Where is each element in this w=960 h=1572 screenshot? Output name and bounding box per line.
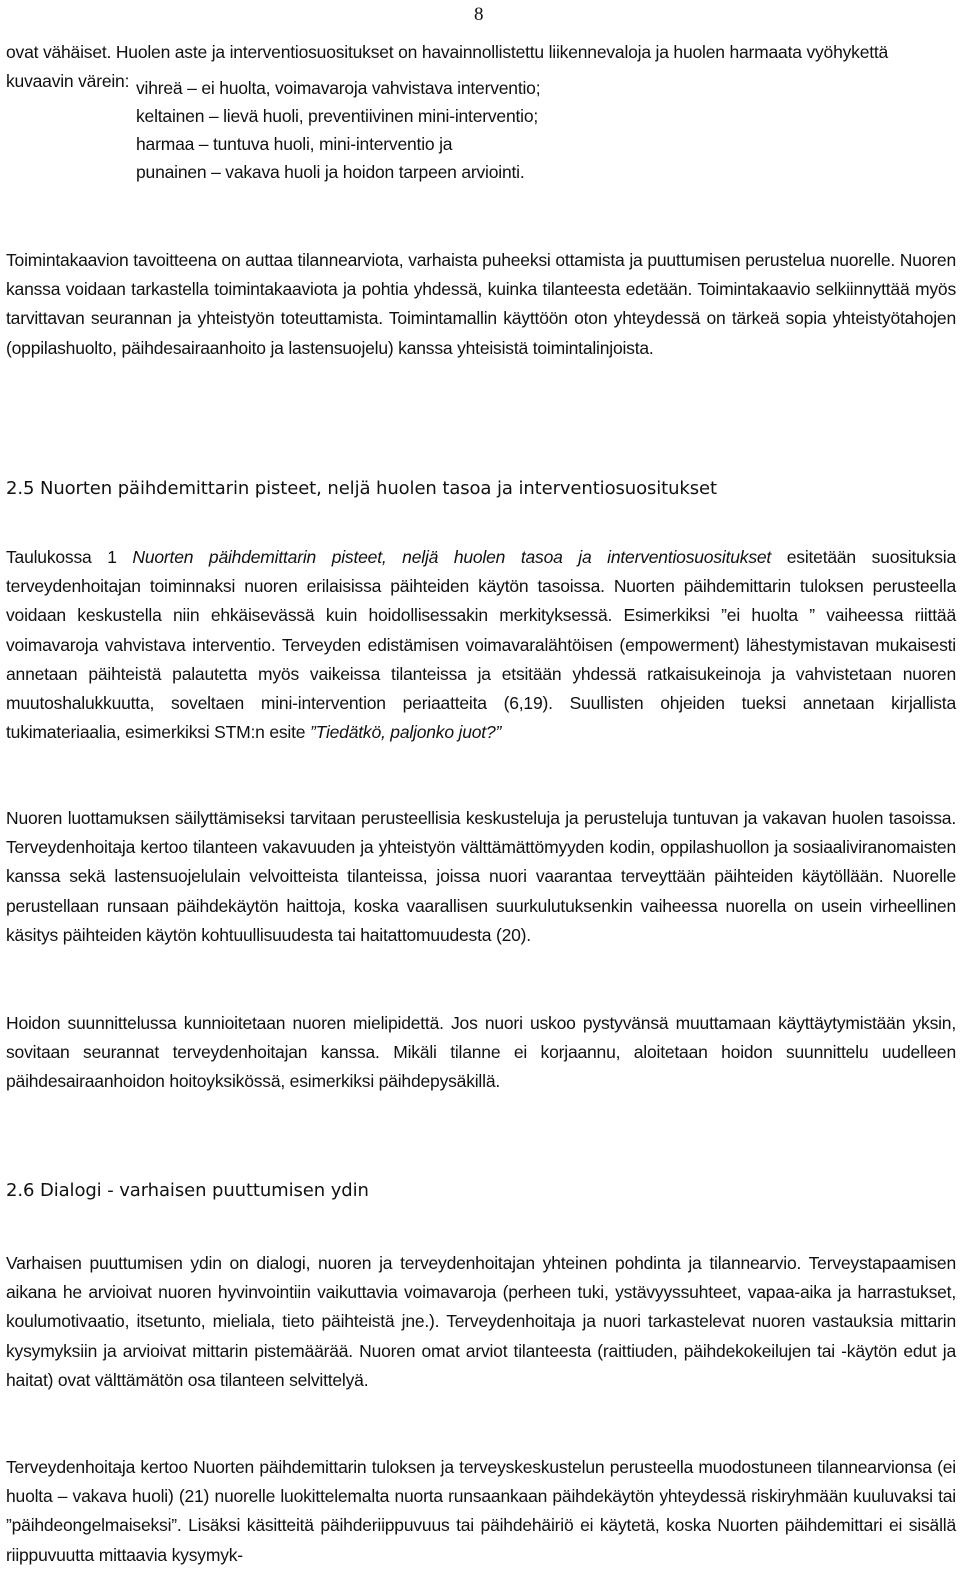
- paragraph-taulukko: [6, 543, 956, 747]
- list-item-grey: harmaa – tuntuva huoli, mini-interventio ja: [136, 134, 453, 154]
- page-number: 8: [474, 4, 484, 25]
- paragraph-dialogi: Varhaisen puuttumisen ydin on dialogi, nuoren ja terveydenhoitajan yhteinen pohdinta ja tilannearvio. Terveystapaamisen aikana he arvioivat nuoren hyvinvointiin vaikuttavia voimavaroja (perheen tuki, ystävyyssuhteet, vapaa-aika ja harrastukset, koulumotivaatio, itsetunto, mieliala, tieto päihteistä jne.). Terveydenhoitaja ja nuori tarkastelevat nuoren vastauksia mittarin kysymyksiin ja arvioivat mittarin pistemäärää. Nuoren omat arviot tilanteesta (raittiuden, päihdekokeilujen tai -käytön edut ja haitat) ovat välttämätön osa tilanteen selvittelyä.: [6, 1253, 956, 1390]
- text-span: Taulukossa 1: [6, 547, 133, 567]
- list-item-green: vihreä – ei huolta, voimavaroja vahvistava interventio;: [136, 78, 541, 98]
- paragraph-hoidon-suunnittelu: Hoidon suunnittelussa kunnioitetaan nuoren mielipidettä. Jos nuori uskoo pystyvänsä muuttamaan käyttäytymistään yksin, sovitaan seurannat terveydenhoitajan kanssa. Mikäli tilanne ei korjaannu, aloitetaan hoidon suunnittelu uudelleen päihdesairaanhoidon hoitoyksikössä, esimerkiksi päihdepysäkillä.: [6, 1013, 956, 1092]
- paragraph-toimintakaavio: Toimintakaavion tavoitteena on auttaa tilannearviota, varhaista puheeksi ottamista ja puuttumisen perustelua nuorelle. Nuoren kanssa voidaan tarkastella toimintakaaviota ja pohtia yhdessä, kuinka tilanteesta edetään. Toimintakaavio selkiinnyttää myös tarvittavan seurannan ja yhteistyön toteuttamista. Toimintamallin käyttöön oton yhteydessä on tärkeä sopia yhteistyötahojen (oppilashuolto, päihdesairaanhoito ja lastensuojelu) kanssa yhteisistä toimintalinjoista.: [6, 250, 956, 358]
- section-heading-2-5: 2.5 Nuorten päihdemittarin pisteet, neljä huolen tasoa ja interventiosuositukset: [6, 478, 717, 499]
- list-item-red: punainen – vakava huoli ja hoidon tarpeen arviointi.: [136, 162, 525, 182]
- brochure-title-italic: ”Tiedätkö, paljonko juot?”: [309, 722, 502, 743]
- section-heading-2-6: 2.6 Dialogi - varhaisen puuttumisen ydin: [6, 1180, 369, 1201]
- table-title-italic: Nuorten päihdemittarin pisteet, neljä huolen tasoa ja interventiosuositukset: [132, 547, 772, 567]
- intro-paragraph: ovat vähäiset. Huolen aste ja interventiosuositukset on havainnollistettu liikennevaloja ja huolen harmaata vyöhykettä kuvaavin värein:: [6, 42, 889, 92]
- text-span: esitetään suosituksia terveydenhoitajan toiminnaksi nuoren erilaisissa päihteiden käytön tasoissa. Nuorten päihdemittarin tuloksen perusteella voidaan keskustella niin ehkäisevässä kuin hoidollisessakin merkityksessä. Esimerkiksi ”ei huolta ” vaiheessa riittää voimavaroja vahvistava interventio. Terveyden edistämisen voimavaralähtöisen (empowerment) lähestymistavan mukaisesti annetaan päihteistä palautetta myös vaikeissa tilanteissa ja etsitään yhdessä ratkaisukeinoja ja vahvistetaan nuoren muutoshalukkuutta, soveltaen mini-intervention periaatteita (6,19). Suullisten ohjeiden tueksi annetaan kirjallista tukimateriaalia, esimerkiksi STM:n esite: [6, 547, 956, 743]
- concern-level-list: [136, 74, 540, 186]
- paragraph-tilannearvio: Terveydenhoitaja kertoo Nuorten päihdemittarin tuloksen ja terveyskeskustelun perusteella muodostuneen tilannearvionsa (ei huolta – vakava huoli) (21) nuorelle luokittelemalta nuorta runsaankaan päihdekäytön yhteydessä riskiryhmään kuuluvaksi tai ”päihdeongelmaiseksi”. Lisäksi käsitteitä päihderiippuvuus tai päihdehäiriö ei käytetä, koska Nuorten päihdemittari ei sisällä riippuvuutta mittaavia kysymyk-: [6, 1457, 956, 1565]
- paragraph-luottamus: Nuoren luottamuksen säilyttämiseksi tarvitaan perusteellisia keskusteluja ja perusteluja tuntuvan ja vakavan huolen tasoissa. Terveydenhoitaja kertoo tilanteen vakavuuden ja yhteistyön välttämättömyyden kodin, oppilashuollon ja sosiaaliviranomaisten kanssa sekä lastensuojelulain velvoitteista tilanteissa, joissa nuori vaarantaa terveyttään päihteiden käytöllään. Nuorelle perustellaan runsaan päihdekäytön haittoja, koska vaarallisen suurkulutuksenkin vaiheessa nuorella on usein virheellinen käsitys päihteiden käytön kohtuullisuudesta tai haitattomuudesta (20).: [6, 808, 956, 945]
- list-item-yellow: keltainen – lievä huoli, preventiivinen mini-interventio;: [136, 106, 539, 126]
